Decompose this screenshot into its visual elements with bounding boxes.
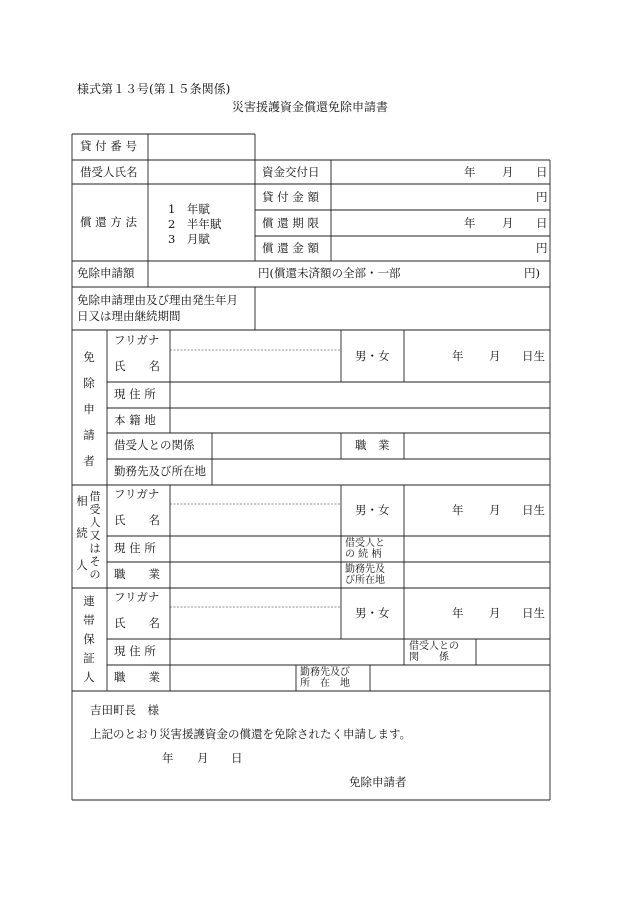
deadline-day: 日 [536, 216, 548, 230]
applicant-birth-year: 年 [452, 349, 464, 363]
applicant-birth-day: 日生 [522, 349, 545, 363]
guarantor-relation-label-line2: 関 係 [409, 652, 449, 663]
guarantor-name-label: 氏 名 [114, 616, 160, 630]
loan-amount-label: 貸 付 金 額 [262, 190, 319, 204]
guarantor-section-label: 連 帯 保 証 人 [83, 594, 95, 684]
guarantor-furigana-label: フリガナ [114, 590, 160, 604]
heir-name-label: 氏 名 [114, 513, 160, 527]
heir-section-label-col2: 借 受 人 又 は そ の [89, 490, 101, 581]
guarantor-occupation-label: 職 業 [114, 670, 160, 684]
applicant-sex: 男・女 [355, 349, 390, 363]
guarantor-workplace-label-line2: 所 在 地 [300, 678, 350, 689]
applicant-address-label: 現 住 所 [114, 387, 156, 401]
heir-relation-label-line2: の 続 柄 [345, 549, 382, 560]
guarantor-workplace-label-line1: 勤務先及び [300, 667, 350, 678]
exemption-reason-label-line2: 日又は理由継続期間 [77, 309, 181, 323]
applicant-relation-label: 借受人との関係 [114, 438, 195, 452]
guarantor-relation-label-line1: 借受人との [409, 641, 459, 652]
grant-date-year: 年 [464, 165, 476, 179]
exemption-amount-note-end: 円) [524, 266, 540, 280]
grant-date-label: 資金交付日 [262, 165, 320, 179]
applicant-name-label: 氏 名 [114, 359, 160, 373]
applicant-domicile-label: 本 籍 地 [114, 413, 156, 427]
addressee: 吉田町長 様 [90, 703, 159, 717]
heir-birth-day: 日生 [522, 503, 545, 517]
repayment-method-monthly: 3 月賦 [168, 232, 210, 246]
heir-sex: 男・女 [355, 503, 390, 517]
application-statement: 上記のとおり災害援護資金の償還を免除されたく申請します。 [90, 727, 412, 741]
form-title: 災害援護資金償還免除申請書 [232, 100, 389, 114]
heir-workplace-label-line1: 勤務先及 [345, 564, 385, 575]
repayment-method-semiannual: 2 半年賦 [168, 217, 222, 231]
guarantor-birth-year: 年 [452, 606, 464, 620]
loan-amount-yen: 円 [536, 190, 548, 204]
application-date-year: 年 [162, 751, 174, 765]
applicant-workplace-label: 勤務先及び所在地 [114, 464, 206, 478]
heir-birth-year: 年 [452, 503, 464, 517]
heir-workplace-label-line2: び所在地 [345, 575, 385, 586]
repayment-deadline-label: 償 還 期 限 [262, 216, 319, 230]
exemption-reason-label-line1: 免除申請理由及び理由発生年月 [77, 293, 238, 307]
borrower-name-label: 借受人氏名 [80, 165, 138, 179]
repayment-method-annual: 1 年賦 [168, 202, 210, 216]
loan-number-label: 貸 付 番 号 [80, 139, 137, 153]
guarantor-address-label: 現 住 所 [114, 644, 156, 658]
heir-furigana-label: フリガナ [114, 487, 160, 501]
applicant-furigana-label: フリガナ [114, 333, 160, 347]
guarantor-sex: 男・女 [355, 606, 390, 620]
heir-address-label: 現 住 所 [114, 541, 156, 555]
guarantor-birth-day: 日生 [522, 606, 545, 620]
heir-relation-label-line1: 借受人と [345, 538, 385, 549]
application-date-month: 月 [197, 751, 209, 765]
repayment-amount-label: 償 還 金 額 [262, 241, 319, 255]
guarantor-birth-month: 月 [489, 606, 501, 620]
deadline-month: 月 [502, 216, 514, 230]
heir-section-label-col1: 相 続 人 [76, 494, 88, 572]
applicant-occupation-label: 職 業 [355, 438, 390, 452]
exemption-amount-label: 免除申請額 [77, 266, 135, 280]
applicant-birth-month: 月 [489, 349, 501, 363]
applicant-section-label: 免 除 申 請 者 [83, 350, 95, 468]
grant-date-month: 月 [502, 165, 514, 179]
heir-occupation-label: 職 業 [114, 567, 160, 581]
form-number: 様式第１３号(第１５条関係) [77, 82, 231, 96]
applicant-signature-label: 免除申請者 [349, 775, 407, 789]
deadline-year: 年 [464, 216, 476, 230]
heir-birth-month: 月 [489, 503, 501, 517]
application-date-day: 日 [231, 751, 243, 765]
exemption-amount-note: 円(償還未済額の全部・一部 [258, 266, 401, 280]
repayment-amount-yen: 円 [536, 241, 548, 255]
grant-date-day: 日 [536, 165, 548, 179]
repayment-method-label: 償 還 方 法 [80, 215, 137, 229]
